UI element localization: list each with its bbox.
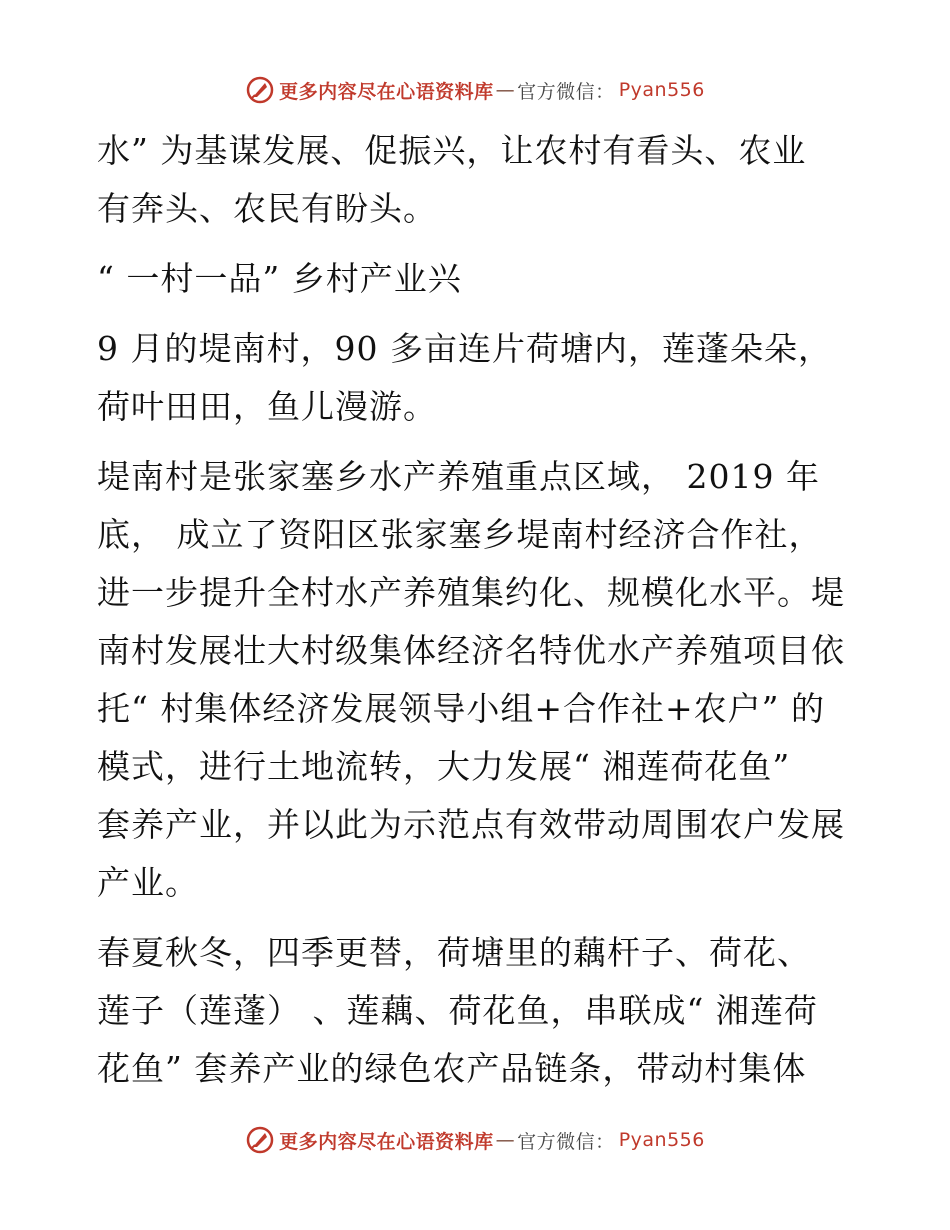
paragraph-1: [97, 122, 857, 238]
feather-logo-icon: [245, 1125, 275, 1155]
watermark-wechat-id: Pyan556: [618, 1129, 705, 1151]
watermark-wechat-label: 官方微信：: [517, 80, 615, 103]
text-line: 9 月的堤南村，90 多亩连片荷塘内，莲蓬朵朵，: [97, 329, 832, 368]
text-line: 模式，进行土地流转，大力发展“ 湘莲荷花鱼”: [97, 747, 791, 786]
paragraph-4: [97, 924, 857, 1098]
document-body: [97, 122, 857, 1098]
watermark-site-text: 更多内容尽在心语资料库: [279, 80, 494, 103]
watermark-wechat-id: Pyan556: [618, 79, 705, 101]
text-line: 产业。: [97, 863, 199, 902]
text-line: 莲子（莲蓬） 、莲藕、荷花鱼，串联成“ 湘莲荷: [97, 991, 818, 1030]
watermark-separator: —: [495, 79, 516, 101]
text-line: 水” 为基谋发展、促振兴，让农村有看头、农业: [97, 131, 807, 170]
paragraph-2: [97, 320, 857, 436]
watermark-wechat-label: 官方微信：: [517, 1130, 615, 1153]
footer-watermark: [0, 1120, 950, 1160]
watermark-separator: —: [495, 1129, 516, 1151]
text-line: 进一步提升全村水产养殖集约化、规模化水平。堤: [97, 573, 845, 612]
header-watermark: [0, 70, 950, 110]
text-line: 底， 成立了资阳区张家塞乡堤南村经济合作社，: [97, 515, 823, 554]
text-line: 南村发展壮大村级集体经济名特优水产养殖项目依: [97, 631, 845, 670]
feather-logo-icon: [245, 75, 275, 105]
text-line: 托“ 村集体经济发展领导小组+合作社+农户” 的: [97, 689, 826, 728]
watermark-site-text: 更多内容尽在心语资料库: [279, 1130, 494, 1153]
text-line: “ 一村一品” 乡村产业兴: [97, 259, 462, 298]
text-line: 春夏秋冬，四季更替，荷塘里的藕杆子、荷花、: [97, 933, 811, 972]
text-line: 花鱼” 套养产业的绿色农产品链条，带动村集体: [97, 1049, 807, 1088]
text-line: 有奔头、农民有盼头。: [97, 189, 437, 228]
text-line: 套养产业，并以此为示范点有效带动周围农户发展: [97, 805, 845, 844]
section-heading: [97, 250, 857, 308]
paragraph-3: [97, 448, 857, 912]
text-line: 堤南村是张家塞乡水产养殖重点区域， 2019 年: [97, 457, 820, 496]
text-line: 荷叶田田，鱼儿漫游。: [97, 387, 437, 426]
